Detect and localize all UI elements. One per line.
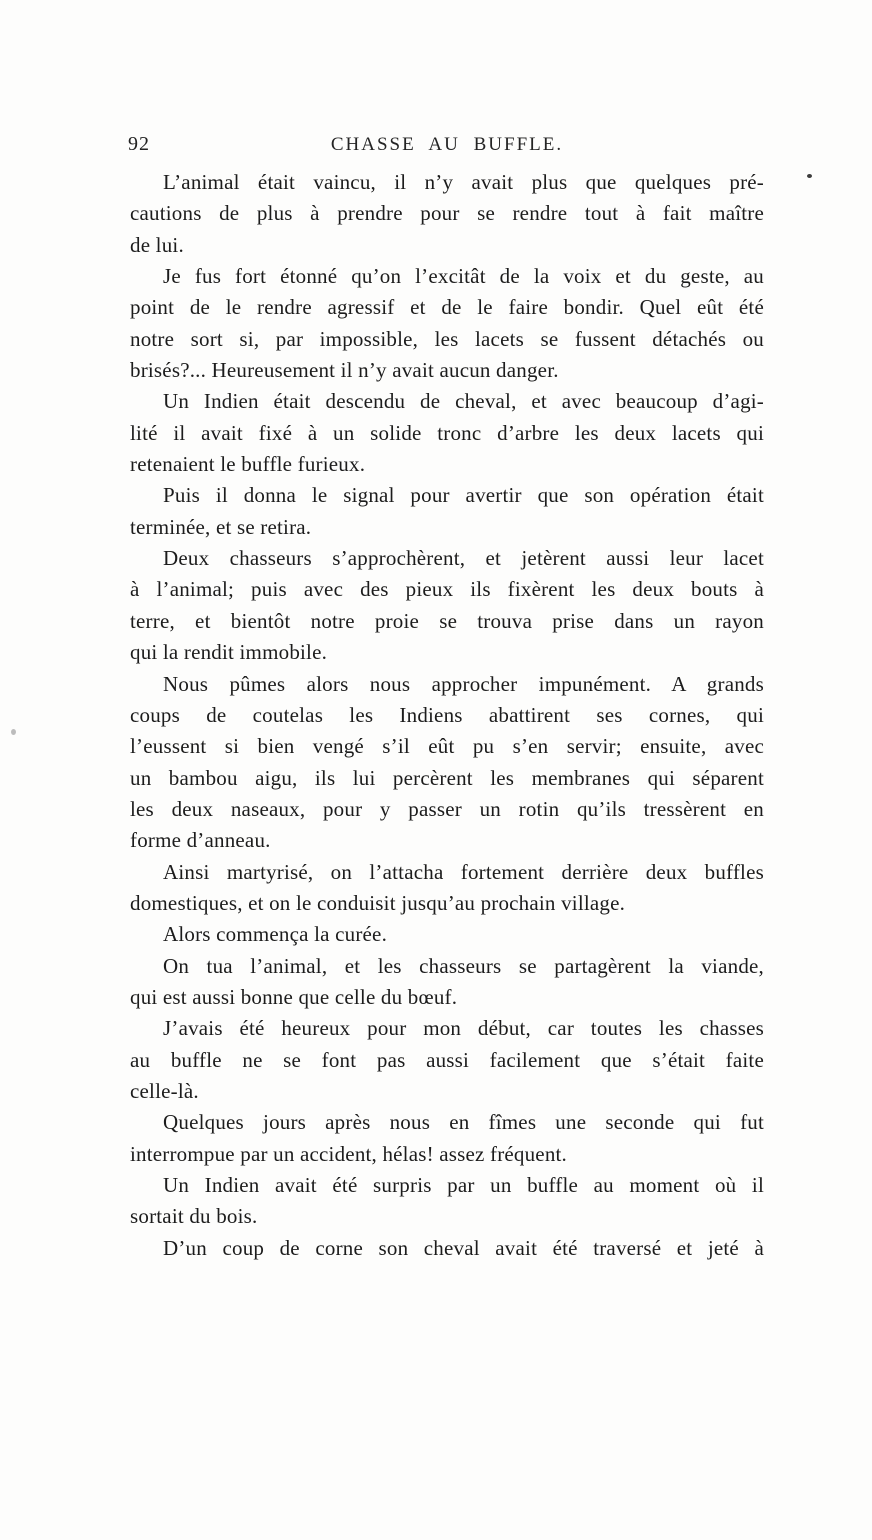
page-number: 92 (128, 133, 150, 155)
scan-speck (807, 174, 812, 178)
text-line: On tua l’animal, et les chasseurs se partagèrent la viande, (163, 953, 764, 978)
paragraph (130, 857, 764, 920)
paragraph (130, 1233, 764, 1264)
text-line: Alors commença la curée. (163, 922, 388, 947)
paragraph (130, 167, 764, 261)
text-line: qui est aussi bonne que celle du bœuf. (130, 984, 458, 1009)
text-line: Un Indien avait été surpris par un buffle au moment où il (163, 1173, 764, 1197)
text-line: terre, et bientôt notre proie se trouva prise dans un rayon (130, 608, 764, 633)
paragraph (130, 951, 764, 1014)
text-line: Quelques jours après nous en fîmes une seconde qui fut (163, 1110, 764, 1135)
text-block (130, 167, 764, 1264)
text-line: celle-là. (130, 1078, 199, 1103)
text-line: Puis il donna le signal pour avertir que son opération était (163, 483, 764, 508)
text-line: lité il avait fixé à un solide tronc d’arbre les deux lacets qui (130, 420, 764, 445)
text-line: à l’animal; puis avec des pieux ils fixèrent les deux bouts à (130, 577, 764, 602)
text-line: l’eussent si bien vengé s’il eût pu s’en servir; ensuite, avec (130, 734, 764, 759)
paragraph (130, 1013, 764, 1107)
text-line: interrompue par un accident, hélas! assez fréquent. (130, 1141, 568, 1166)
text-line: terminée, et se retira. (130, 514, 312, 539)
text-line: qui la rendit immobile. (130, 640, 328, 665)
text-line: Nous pûmes alors nous approcher impunément. A grands (163, 671, 764, 696)
text-line: les deux naseaux, pour y passer un rotin qu’ils tressèrent en (130, 796, 764, 821)
text-line: forme d’anneau. (130, 828, 271, 853)
text-line: brisés?... Heureusement il n’y avait aucun danger. (130, 358, 559, 383)
text-line: Deux chasseurs s’approchèrent, et jetèrent aussi leur lacet (163, 546, 764, 571)
text-line: au buffle ne se font pas aussi facilement que s’était faite (130, 1047, 764, 1072)
text-line: coups de coutelas les Indiens abattirent ses cornes, qui (130, 702, 764, 727)
text-line: retenaient le buffle furieux. (130, 452, 366, 477)
text-line: de lui. (130, 232, 184, 257)
text-line: notre sort si, par impossible, les lacets se fussent détachés ou (130, 326, 764, 351)
text-line: Je fus fort étonné qu’on l’excitât de la voix et du geste, au (163, 264, 764, 289)
running-title: CHASSE AU BUFFLE. (330, 134, 564, 155)
paragraph (130, 919, 764, 950)
text-line: cautions de plus à prendre pour se rendre tout à fait maître (130, 201, 764, 226)
text-line: J’avais été heureux pour mon début, car toutes les chasses (163, 1016, 764, 1041)
paragraph (130, 386, 764, 480)
paragraph (130, 669, 764, 857)
text-line: D’un coup de corne son cheval avait été traversé et jeté à (163, 1235, 764, 1260)
text-line: sortait du bois. (130, 1204, 258, 1229)
paragraph (130, 543, 764, 668)
text-line: domestiques, et on le conduisit jusqu’au prochain village. (130, 890, 626, 915)
paragraph (130, 480, 764, 543)
paragraph (130, 261, 764, 386)
text-line: Ainsi martyrisé, on l’attacha fortement derrière deux buffles (163, 859, 764, 884)
paragraph (130, 1170, 764, 1233)
text-line: Un Indien était descendu de cheval, et avec beaucoup d’agi- (163, 389, 764, 414)
text-line: L’animal était vaincu, il n’y avait plus que quelques pré- (163, 170, 764, 194)
text-line: un bambou aigu, ils lui percèrent les membranes qui séparent (130, 765, 764, 790)
paragraph (130, 1107, 764, 1170)
scan-speck (11, 729, 16, 735)
text-line: point de le rendre agressif et de le faire bondir. Quel eût été (130, 295, 764, 320)
